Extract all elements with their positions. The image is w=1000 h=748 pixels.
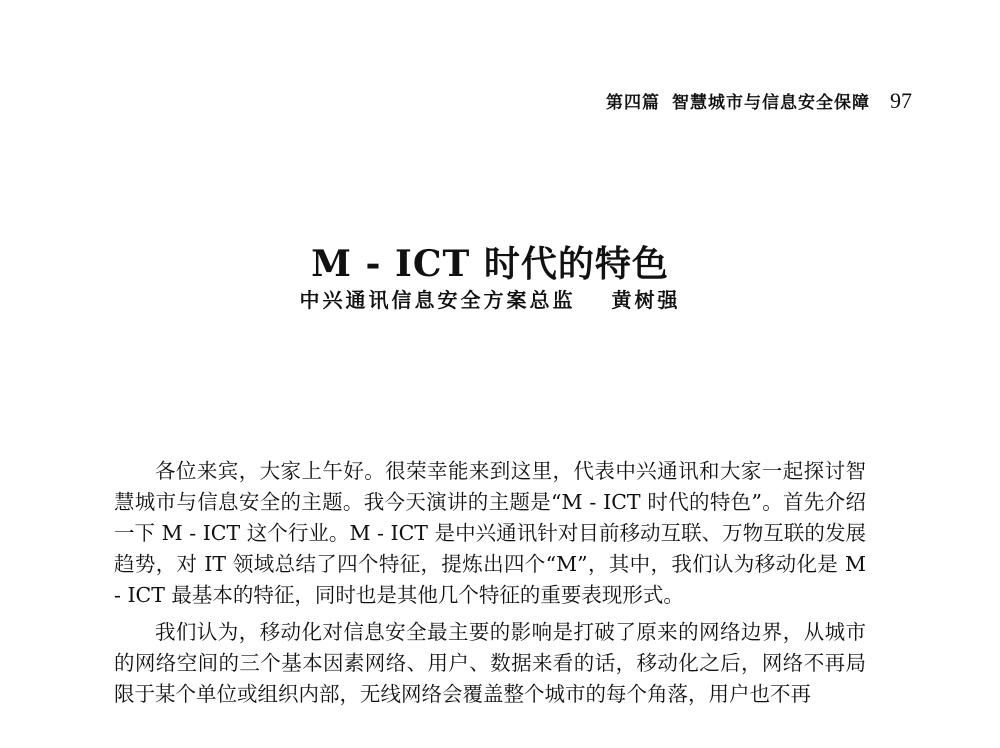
- running-header: [606, 88, 912, 114]
- header-section-title: 智慧城市与信息安全保障: [672, 93, 870, 113]
- byline: [0, 284, 980, 313]
- header-part-label: 第四篇: [606, 93, 660, 113]
- article-title: M - ICT 时代的特色: [311, 243, 669, 286]
- author-name: 黄树强: [611, 288, 681, 312]
- body-paragraph-1: 各位来宾，大家上午好。很荣幸能来到这里，代表中兴通讯和大家一起探讨智慧城市与信息安全的主题。我今天演讲的主题是“M - ICT 时代的特色”。首先介绍一下 M - ICT 这个行业。M - ICT 是中兴通讯针对目前移动互联、万物互联的发展趋势，对 IT 领域总结了四个特征，提炼出四个“M”，其中，我们认为移动化是 M - ICT 最基本的特征，同时也是其他几个特征的重要表现形式。: [114, 459, 866, 607]
- author-role: 中兴通讯信息安全方案总监: [299, 288, 576, 312]
- body-paragraph-2: 我们认为，移动化对信息安全最主要的影响是打破了原来的网络边界，从城市的网络空间的三个基本因素网络、用户、数据来看的话，移动化之后，网络不再局限于某个单位或组织内部，无线网络会覆盖整个城市的每个角落，用户也不再: [114, 620, 866, 706]
- article-body: [114, 456, 866, 710]
- page-number: 97: [890, 88, 912, 113]
